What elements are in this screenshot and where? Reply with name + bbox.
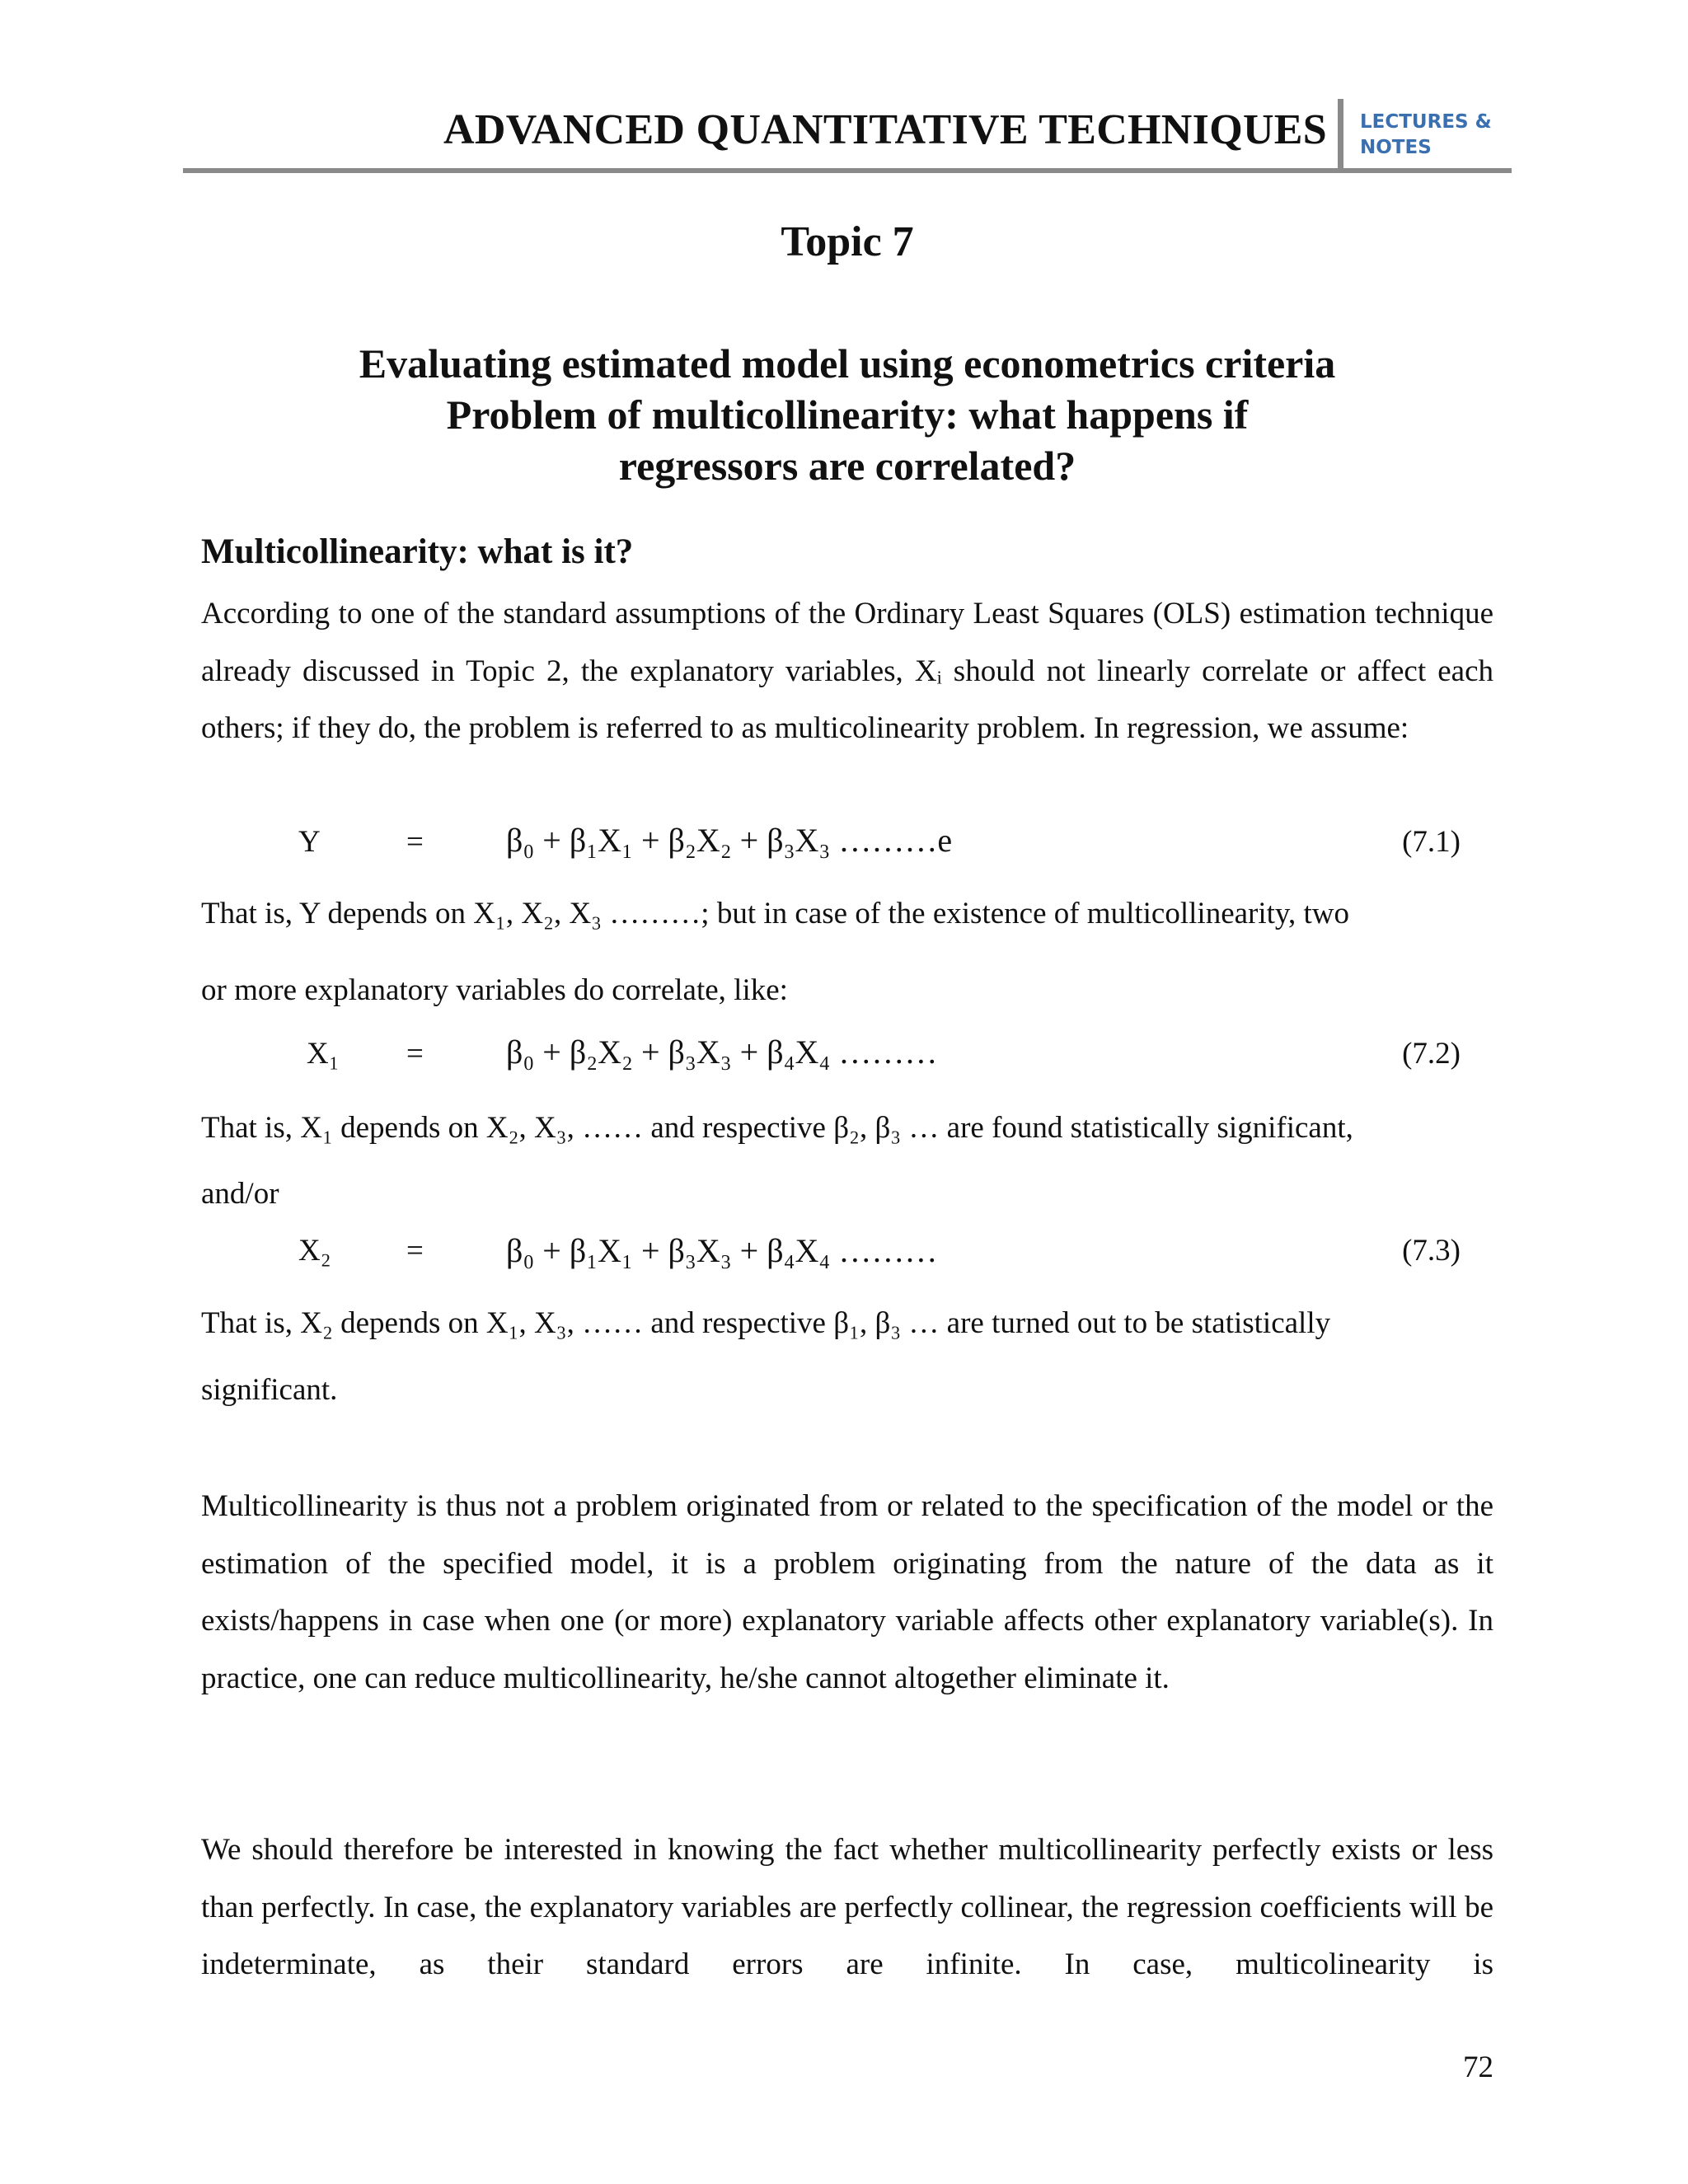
running-header-title: ADVANCED QUANTITATIVE TECHNIQUES — [443, 106, 1327, 153]
paragraph-multicollinearity-nature: Multicollinearity is thus not a problem originated from or related to the specification of the model or the estimation of the specified model, it is a problem originating from the nature of the data as it exists/happens in case when one (or more) explanatory variable affects other explanatory variable(s). In practice, one can reduce multicollinearity, he/she cannot altogether eliminate it. — [201, 1489, 1493, 1695]
equation-7-2-lhs: X₁ — [307, 1037, 340, 1071]
text-after-eq-7-3-line2: significant. — [201, 1373, 338, 1407]
equation-7-1-lhs: Y — [298, 825, 321, 859]
text-after-eq-7-2-line1: That is, X₁ depends on X₂, X₃, …… and respective β₂, β₃ … are found statistically significant, — [201, 1111, 1353, 1145]
equation-7-3-number: (7.3) — [1402, 1234, 1461, 1268]
section-heading: Multicollinearity: what is it? — [201, 532, 634, 571]
chapter-title — [183, 338, 1512, 491]
title-line-3: regressors are correlated? — [618, 443, 1076, 489]
title-line-2: Problem of multicollinearity: what happens if — [446, 391, 1249, 438]
equation-7-2-number: (7.2) — [1402, 1037, 1461, 1071]
equation-7-3-equals: = — [406, 1234, 424, 1268]
paragraph-ols-assumption: According to one of the standard assumptions of the Ordinary Least Squares (OLS) estimation technique already discussed in Topic 2, the explanatory variables, Xᵢ should not linearly correlate or affect each others; if they do, the problem is referred to as multicolinearity problem. In regression, we assume: — [201, 597, 1493, 745]
title-line-1: Evaluating estimated model using econometrics criteria — [359, 340, 1336, 387]
equation-7-3-rhs: β₀ + β₁X₁ + β₃X₃ + β₄X₄ ……… — [506, 1232, 938, 1269]
equation-7-1-number: (7.1) — [1402, 825, 1461, 859]
equation-7-3-lhs: X₂ — [298, 1234, 331, 1268]
equation-7-2-equals: = — [406, 1037, 424, 1071]
header-notes-line2: NOTES — [1360, 137, 1432, 158]
header-lectures-notes-label — [1360, 110, 1492, 161]
text-after-eq-7-2-line2: and/or — [201, 1177, 279, 1211]
equation-7-1-rhs: β₀ + β₁X₁ + β₂X₂ + β₃X₃ ………e — [506, 822, 953, 859]
equation-7-2-rhs: β₀ + β₂X₂ + β₃X₃ + β₄X₄ ……… — [506, 1033, 938, 1071]
header-vertical-divider — [1338, 99, 1343, 169]
header-notes-line1: LECTURES & — [1360, 111, 1492, 133]
header-rule — [183, 168, 1512, 173]
text-after-eq-7-1-line1: That is, Y depends on X₁, X₂, X₃ ………; but in case of the existence of multicollinearity, two — [201, 897, 1350, 930]
topic-heading: Topic 7 — [781, 218, 914, 265]
text-after-eq-7-1-line2: or more explanatory variables do correlate, like: — [201, 973, 788, 1007]
paragraph-perfect-collinearity: We should therefore be interested in knowing the fact whether multicollinearity perfectly exists or less than perfectly. In case, the explanatory variables are perfectly collinear, the regression coefficients will be indeterminate, as their standard errors are infinite. In case, multicolinearity is — [201, 1833, 1493, 1981]
text-after-eq-7-3-line1: That is, X₂ depends on X₁, X₃, …… and respective β₁, β₃ … are turned out to be statistically — [201, 1306, 1331, 1340]
page-number: 72 — [1463, 2050, 1493, 2084]
equation-7-1-equals: = — [406, 825, 424, 859]
